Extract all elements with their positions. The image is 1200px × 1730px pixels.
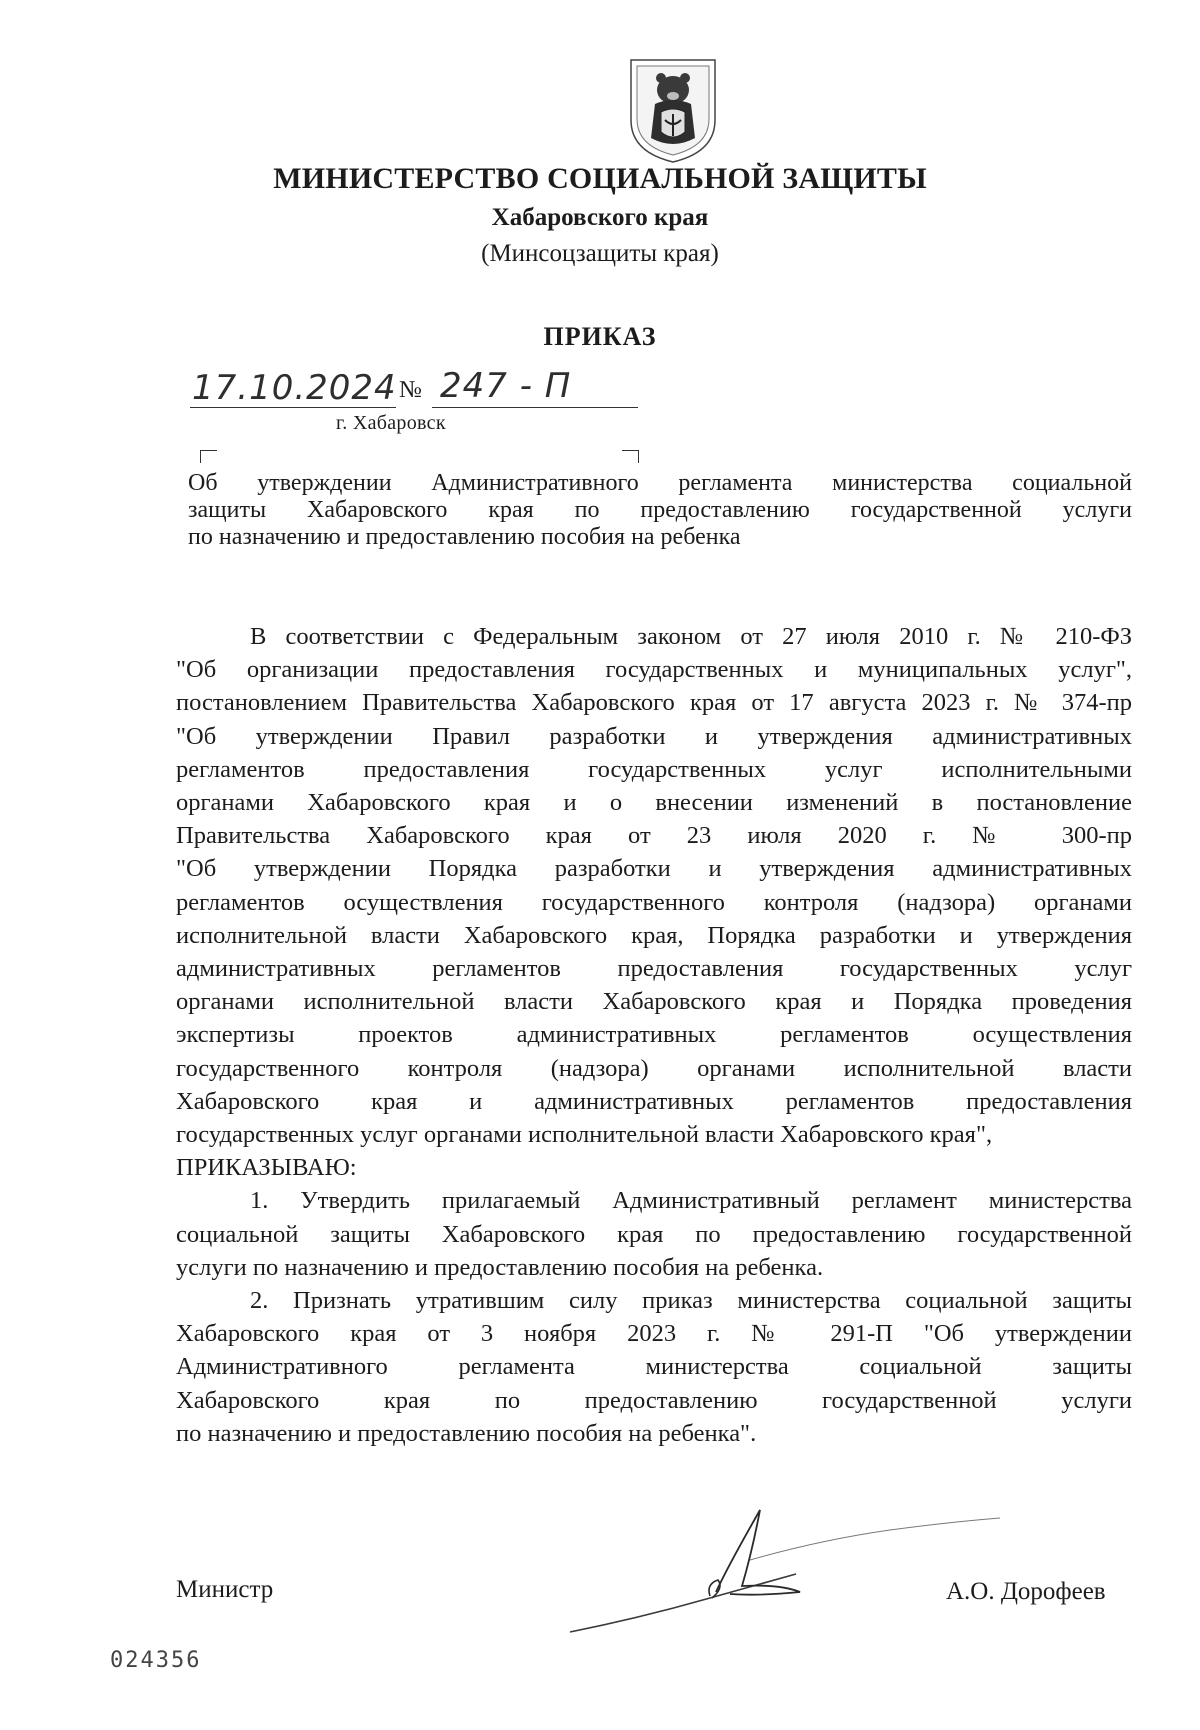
- text-line: "Об утверждении Порядка разработки и утверждения административных: [176, 855, 1132, 883]
- number-underline: [432, 407, 638, 408]
- text-line: экспертизы проектов административных регламентов осуществления: [176, 1021, 1132, 1049]
- document-date: 17.10.2024: [192, 368, 397, 408]
- text-line: "Об утверждении Правил разработки и утверждения административных: [176, 722, 1132, 750]
- text-line: 1. Утвердить прилагаемый Административный регламент министерства: [250, 1187, 1132, 1215]
- number-sign: №: [399, 377, 422, 403]
- text-line: органами Хабаровского края и о внесении изменений в постановление: [176, 789, 1132, 817]
- text-line: Правительства Хабаровского края от 23 июля 2020 г. № 300-пр: [176, 822, 1132, 850]
- text-line: Хабаровского края по предоставлению государственной услуги: [176, 1386, 1132, 1414]
- document-place: г. Хабаровск: [336, 412, 446, 434]
- document-number: 247 - П: [440, 366, 572, 406]
- ministry-name: МИНИСТЕРСТВО СОЦИАЛЬНОЙ ЗАЩИТЫ: [273, 162, 927, 195]
- order-word: ПРИКАЗЫВАЮ:: [176, 1154, 357, 1182]
- text-line: Хабаровского края от 3 ноября 2023 г. № 291-П "Об утверждении: [176, 1320, 1132, 1348]
- text-line: исполнительной власти Хабаровского края, Порядка разработки и утверждения: [176, 921, 1132, 949]
- text-line: Административного регламента министерства социальной защиты: [176, 1353, 1132, 1381]
- text-line: по назначению и предоставлению пособия на ребенка".: [176, 1419, 757, 1447]
- text-line: В соответствии с Федеральным законом от 27 июля 2010 г. № 210-ФЗ: [250, 623, 1132, 650]
- ministry-region: Хабаровского края: [491, 204, 709, 231]
- signatory-name: А.О. Дорофеев: [946, 1578, 1106, 1605]
- text-line: государственного контроля (надзора) органами исполнительной власти: [176, 1054, 1132, 1082]
- text-line: Хабаровского края и административных регламентов предоставления: [176, 1087, 1132, 1115]
- text-line: 2. Признать утратившим силу приказ министерства социальной защиты: [250, 1287, 1132, 1315]
- subject-line: по назначению и предоставлению пособия на ребенка: [188, 524, 741, 550]
- subject-corner-left: [200, 450, 217, 463]
- text-line: услуги по назначению и предоставлению пособия на ребенка.: [176, 1253, 824, 1281]
- text-line: социальной защиты Хабаровского края по предоставлению государственной: [176, 1220, 1132, 1248]
- text-line: постановлением Правительства Хабаровского края от 17 августа 2023 г. № 374-пр: [176, 689, 1132, 717]
- registration-number: 024356: [110, 1648, 202, 1673]
- handwritten-signature-icon: [560, 1500, 1060, 1650]
- date-underline: [190, 407, 396, 408]
- document-type-title: ПРИКАЗ: [543, 322, 657, 351]
- ministry-short-name: (Минсоцзащиты края): [481, 240, 719, 267]
- signatory-role: Министр: [176, 1576, 274, 1603]
- text-line: регламентов предоставления государственных услуг исполнительными: [176, 755, 1132, 783]
- coat-of-arms-bear-icon: [627, 56, 719, 166]
- item-2-paragraph: [176, 1284, 1132, 1450]
- order-word-paragraph: [176, 1151, 1132, 1184]
- item-1-paragraph: [176, 1184, 1132, 1284]
- document-body: [176, 620, 1132, 1450]
- preamble-paragraph: [176, 620, 1132, 1151]
- text-line: органами исполнительной власти Хабаровского края и Порядка проведения: [176, 988, 1132, 1016]
- subject-corner-right: [622, 450, 639, 463]
- subject-line: Об утверждении Административного регламента министерства социальной: [188, 470, 1132, 496]
- text-line: государственных услуг органами исполнительной власти Хабаровского края",: [176, 1121, 993, 1149]
- text-line: регламентов осуществления государственного контроля (надзора) органами: [176, 888, 1132, 916]
- text-line: административных регламентов предоставления государственных услуг: [176, 955, 1132, 983]
- text-line: "Об организации предоставления государственных и муниципальных услуг",: [176, 656, 1132, 684]
- document-subject: [188, 470, 1132, 551]
- subject-line: защиты Хабаровского края по предоставлению государственной услуги: [188, 497, 1132, 523]
